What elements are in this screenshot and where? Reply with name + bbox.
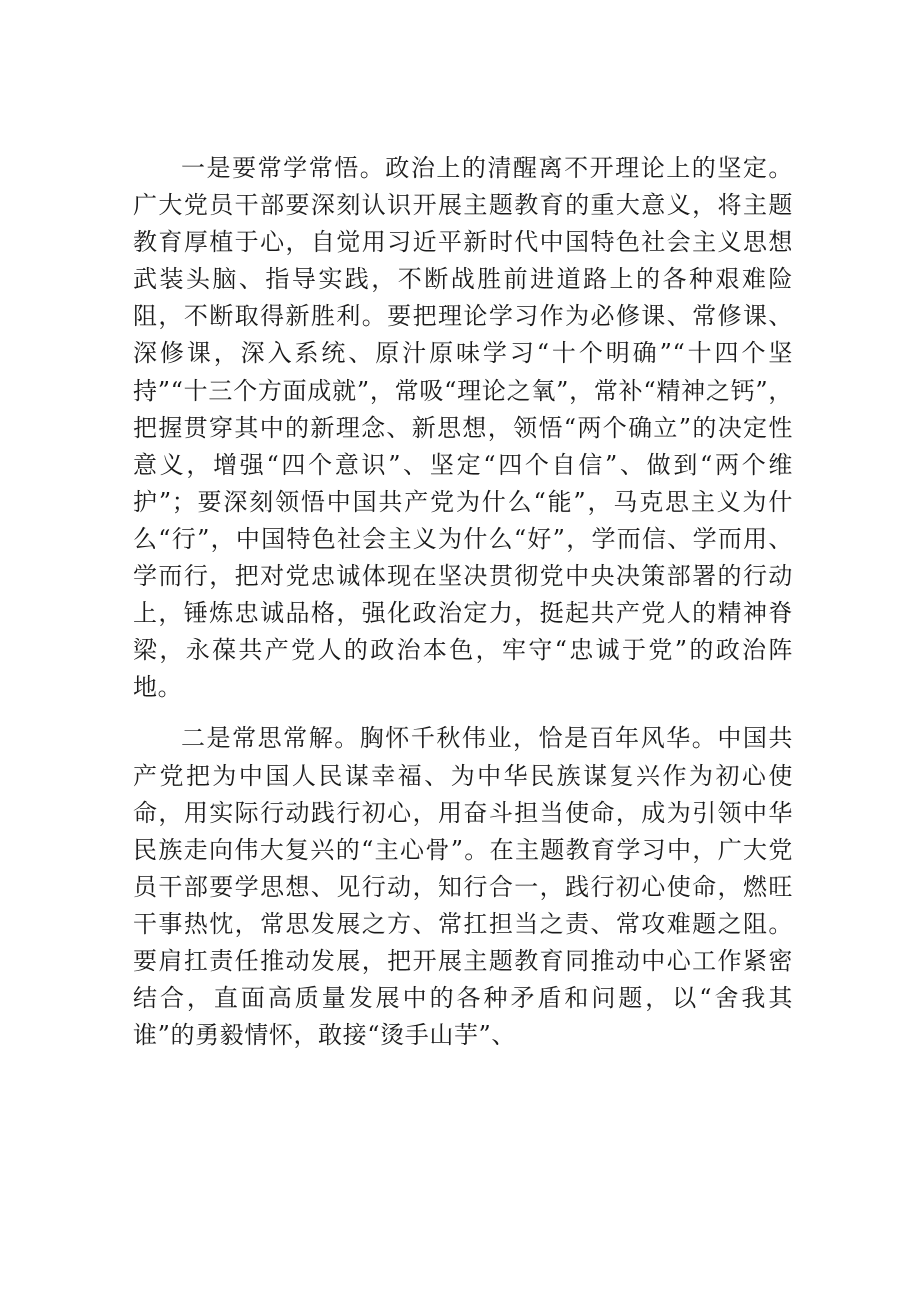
paragraph-2: 二是常思常解。胸怀千秋伟业，恰是百年风华。中国共产党把为中国人民谋幸福、为中华民族谋复兴作为初心使命，用实际行动践行初心，用奋斗担当使命，成为引领中华民族走向伟大复兴的“主心骨”。在主题教育学习中，广大党员干部要学思想、见行动，知行合一，践行初心使命，燃旺干事热忱，常思发展之方、常扛担当之责、常攻难题之阻。要肩扛责任推动发展，把开展主题教育同推动中心工作紧密结合，直面高质量发展中的各种矛盾和问题，以“舍我其谁”的勇毅情怀，敢接“烫手山芋”、	[133, 724, 793, 1050]
paragraph-1: 一是要常学常悟。政治上的清醒离不开理论上的坚定。广大党员干部要深刻认识开展主题教育的重大意义，将主题教育厚植于心，自觉用习近平新时代中国特色社会主义思想武装头脑、指导实践，不断战胜前进道路上的各种艰难险阻，不断取得新胜利。要把理论学习作为必修课、常修课、深修课，深入系统、原汁原味学习“十个明确”“十四个坚持”“十三个方面成就”，常吸“理论之氧”，常补“精神之钙”，把握贯穿其中的新理念、新思想，领悟“两个确立”的决定性意义，增强“四个意识”、坚定“四个自信”、做到“两个维护”；要深刻领悟中国共产党为什么“能”，马克思主义为什么“行”，中国特色社会主义为什么“好”，学而信、学而用、学而行，把对党忠诚体现在坚决贯彻党中央决策部署的行动上，锤炼忠诚品格，强化政治定力，挺起共产党人的精神脊梁，永葆共产党人的政治本色，牢守“忠诚于党”的政治阵地。	[133, 154, 793, 702]
document-body	[133, 150, 793, 1068]
